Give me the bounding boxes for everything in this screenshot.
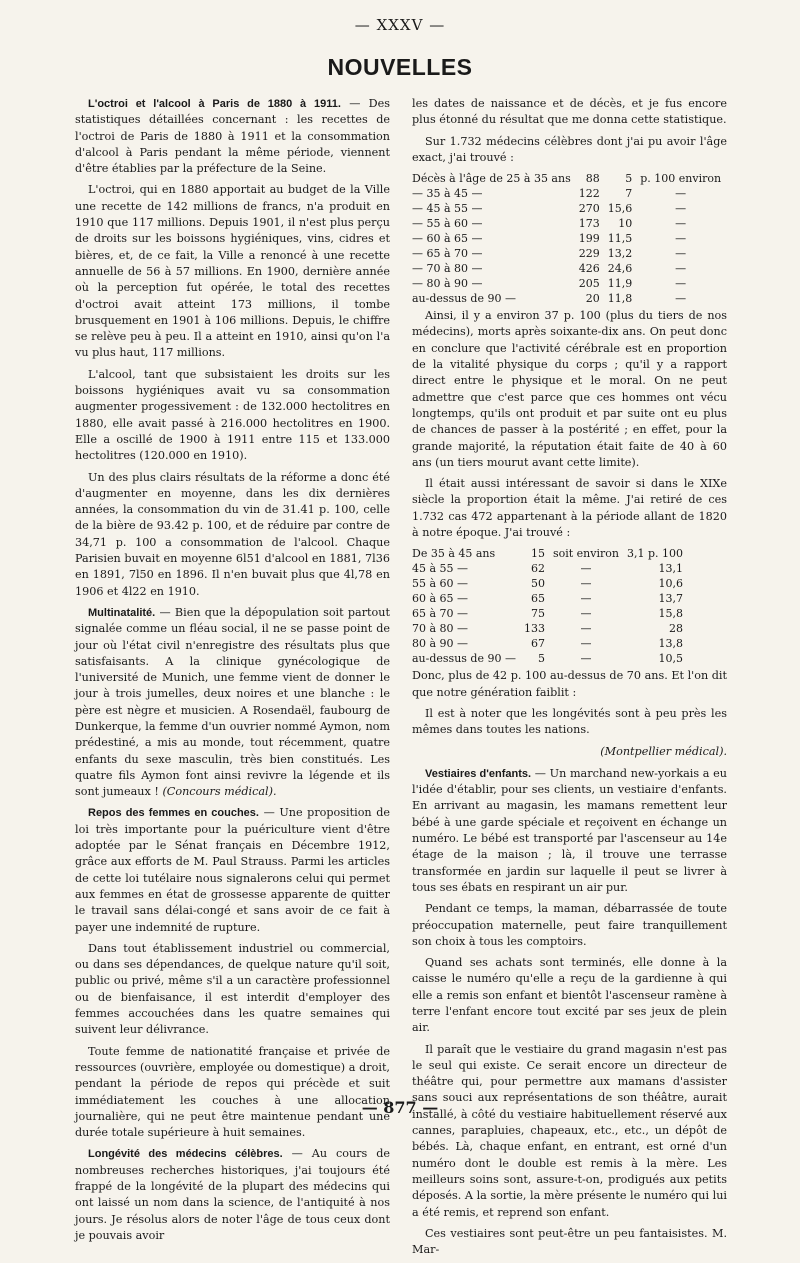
table-cell: 133 xyxy=(523,622,545,636)
table-cell: 60 à 65 — xyxy=(412,592,469,606)
multinatalite-article xyxy=(75,605,390,801)
table-row xyxy=(412,291,725,306)
longevite-text: — Au cours de nombreuses recherches historiques, j'ai toujours été frappé de la longévité de la plupart des médecins qui ont laissé un nom dans la science, de l'antiquité à nos jours. Je résolus alors de noter l'âge de tous ceux dont je pouvais avoir xyxy=(75,1147,390,1242)
table-cell: 28 xyxy=(669,622,683,636)
longevite-continued: les dates de naissance et de décès, et je fus encore plus étonné du résultat que me donna cette statistique. xyxy=(412,97,727,127)
table-row xyxy=(412,276,725,291)
vestiaires-paragraph: Quand ses achats sont terminés, elle donne à la caisse le numéro qu'elle a reçu de la gardienne à qui elle a remis son enfant et bientôt l'ascenseur ramène à terre l'enfant encore tout excité par ses jeux de plein air. xyxy=(412,956,727,1035)
table-row xyxy=(412,591,687,606)
table-cell: — 55 à 60 — xyxy=(412,217,483,231)
table-cell: 11,8 xyxy=(607,292,633,306)
table-row xyxy=(412,576,687,591)
vestiaires-paragraph: Ces vestiaires sont peut-être un peu fantaisistes. M. Mar- xyxy=(412,1226,727,1257)
table-cell: 67 xyxy=(530,637,545,651)
table-cell: 20 xyxy=(585,292,600,306)
table-cell: — 45 à 55 — xyxy=(412,202,483,216)
table-cell: 13,7 xyxy=(658,592,683,606)
vestiaires-paragraph: Il paraît que le vestiaire du grand magasin n'est pas le seul qui existe. Ce serait encore un directeur de théâtre qui, pour permettre aux mamans d'assister sans souci aux représentations de son théâtre, aurait installé, à côté du vestiaire habituellement réservé aux cannes, parapluies, chapeaux, etc., etc., un dépôt de bébés. Là, chaque enfant, en entrant, est orné d'un numéro dont le double est remis à la mère. Les meilleurs soins sont, assure-t-on, prodigués aux petits déposés. A la sortie, la mère présente le numéro qui lui a été remis, et reprend son enfant. xyxy=(412,1042,727,1219)
page-folio: — XXXV — xyxy=(354,16,446,34)
table-cell: 173 xyxy=(578,217,600,231)
table-cell: p. 100 environ xyxy=(640,172,722,186)
table-cell: — 65 à 70 — xyxy=(412,247,483,261)
table-cell: Décès à l'âge de 25 à 35 ans xyxy=(412,172,571,186)
table-row xyxy=(412,261,725,276)
repos-paragraph: Dans tout établissement industriel ou commercial, ou dans ses dépendances, de quelque nature qu'il soit, public ou privé, même s'il a un caractère professionnel ou de bienfaisance, il est interdit d'employer des femmes accouchées dans les quatre semaines qui suivent leur délivrance. xyxy=(75,941,390,1037)
table-cell: — xyxy=(580,652,592,666)
table-cell: — xyxy=(675,292,687,306)
longevite-paragraph: Sur 1.732 médecins célèbres dont j'ai pu avoir l'âge exact, j'ai trouvé : xyxy=(412,134,727,164)
table-cell: — xyxy=(675,217,687,231)
longevite-paragraph: Ainsi, il y a environ 37 p. 100 (plus du tiers de nos médecins), morts après soixante-dix ans. On peut donc en conclure que l'activité cérébrale est en proportion de la vitalité physique du corps ; qu'il y a rapport direct entre le physique et le moral. On ne peut admettre que c'est parce que ces hommes ont vécu longtemps, qu'ils ont produit et par suite ont eu plus de chances de passer à la postérité ; en effet, pour la grande majorité, la réputation était faite de 40 à 60 ans (un tiers mourut avant cette limite). xyxy=(412,309,727,469)
repos-text: — Une proposition de loi très importante pour la puériculture vient d'être adoptée par le Sénat français en Décembre 1912, grâce aux efforts de M. Paul Strauss. Parmi les articles de cette loi tutélaire nous signalerons celui qui permet aux femmes en état de grossesse apparente de quitter le travail sans délai-congé et sans avoir de ce fait à payer une indemnité de rupture. xyxy=(75,806,390,934)
table-cell: — xyxy=(580,562,592,576)
table-cell: — 80 à 90 — xyxy=(412,277,483,291)
table-cell: — 60 à 65 — xyxy=(412,232,483,246)
table-row xyxy=(412,201,725,216)
octroi-paragraph: L'octroi, qui en 1880 apportait au budget de la Ville une recette de 142 millions de francs, n'a produit en 1910 que 117 millions. Depuis 1901, il n'est plus perçu de droits sur les boissons hygiéniques, vins, cidres et bières, et, de ce fait, la Ville a renoncé à une recette annuelle de 56 à 57 millions. En 1900, dernière année où la perception fut opérée, le total des recettes d'octroi avait atteint 173 millions, il tombe brusquement en 1901 à 106 millions. Depuis, le chiffre se relève peu à peu. Il a atteint en 1910, ainsi qu'on l'a vu plus haut, 117 millions. xyxy=(75,183,390,360)
page-title: NOUVELLES xyxy=(327,54,473,80)
table-cell: 11,9 xyxy=(607,277,633,291)
table-cell: 7 xyxy=(625,187,633,201)
table-cell: 70 à 80 — xyxy=(412,622,469,636)
right-column xyxy=(412,96,727,1263)
octroi-paragraph: Un des plus clairs résultats de la réforme a donc été d'augmenter en moyenne, dans les dix dernières années, la consommation du vin de 31.41 p. 100, celle de la bière de 93.42 p. 100, et de réduire par contre de 34,71 p. 100 a consommation de l'alcool. Chaque Parisien buvait en moyenne 6l51 d'alcool en 1881, 7l36 en 1891, 7l50 en 1896. Il n'en buvait plus que 4l,78 en 1906 et 4l22 en 1910. xyxy=(75,470,390,598)
table-cell: 13,1 xyxy=(658,562,683,576)
table-cell: 13,2 xyxy=(607,247,633,261)
table-cell: 15,6 xyxy=(607,202,633,216)
table-row xyxy=(412,636,687,651)
octroi-paragraph: L'alcool, tant que subsistaient les droits sur les boissons hygiéniques avait vu sa consommation augmenter progessivement : de 132.000 hectolitres en 1880, elle avait passé à 216.000 hectolitres en 1900. Elle a oscillé de 1900 à 1911 entre 115 et 133.000 hectolitres (120.000 en 1910). xyxy=(75,367,390,463)
repos-heading: Repos des femmes en couches. xyxy=(88,807,259,820)
longevite-source: (Montpellier médical). xyxy=(600,744,727,758)
table-cell: 270 xyxy=(578,202,600,216)
table-cell: — xyxy=(675,187,687,201)
table-cell: au-dessus de 90 — xyxy=(412,652,516,666)
table-cell: — xyxy=(580,607,592,621)
vestiaires-article xyxy=(412,766,727,896)
table-cell: 24,6 xyxy=(607,262,633,276)
table-cell: 88 xyxy=(585,172,600,186)
table-row xyxy=(412,216,725,231)
longevite-paragraph: Donc, plus de 42 p. 100 au-dessus de 70 ans. Et l'on dit que notre génération faiblit : xyxy=(412,669,727,699)
octroi-text: — Des statistiques détaillées concernant : les recettes de l'octroi de Paris de 1880 à 1911 et la consommation d'alcool à Paris pendant la même période, viennent d'être établies par la préfecture de la Seine. xyxy=(75,97,391,176)
vestiaires-heading: Vestiaires d'enfants. xyxy=(425,767,532,780)
deaths-by-age-table xyxy=(412,171,725,306)
table-cell: 426 xyxy=(578,262,600,276)
table-row xyxy=(412,546,687,561)
page-number: — 877 — xyxy=(361,1098,439,1117)
table-row xyxy=(412,186,725,201)
longevite-paragraph: Il était aussi intéressant de savoir si dans le XIXe siècle la proportion était la même. J'ai retiré de ces 1.732 cas 472 appartenant à la période allant de 1820 à notre époque. J'ai trouvé : xyxy=(412,477,727,540)
table-cell: 65 à 70 — xyxy=(412,607,469,621)
table-row xyxy=(412,231,725,246)
table-row xyxy=(412,606,687,621)
table-cell: — xyxy=(675,202,687,216)
table-cell: 11,5 xyxy=(607,232,633,246)
table-cell: 13,8 xyxy=(658,637,683,651)
table-cell: — xyxy=(580,592,592,606)
table-cell: 199 xyxy=(578,232,600,246)
table-row xyxy=(412,171,725,186)
table-cell: 122 xyxy=(578,187,600,201)
table-cell: au-dessus de 90 — xyxy=(412,292,516,306)
multinatalite-text: — Bien que la dépopulation soit partout signalée comme un fléau social, il ne se passe point de jour où l'état civil n'enregistre des résultats plus que satisfaisants. A la clinique gynécologique de l'université de Munich, une femme vient de donner le jour à trois jumelles, deux noires et une blanche : le père est nègre et musicien. A Rosendaël, faubourg de Dunkerque, la femme d'un ouvrier nommé Aymon, nom prédestiné, a mis au monde, tout récemment, quatre enfants du sexe masculin, très bien constitués. Les quatre fils Aymon font ainsi revivre la légende et ils sont jumeaux ! xyxy=(75,605,390,799)
table-cell: 75 xyxy=(530,607,545,621)
longevite-paragraph: Il est à noter que les longévités sont à peu près les mêmes dans toutes les nations. xyxy=(412,706,727,737)
table-cell: 80 à 90 — xyxy=(412,637,469,651)
table-cell: 229 xyxy=(578,247,600,261)
table-cell: — xyxy=(675,262,687,276)
table-cell: 10,6 xyxy=(658,577,683,591)
table-cell: 65 xyxy=(530,592,545,606)
table-cell: soit environ xyxy=(552,547,619,561)
table-cell: 55 à 60 — xyxy=(412,577,469,591)
octroi-heading: L'octroi et l'alcool à Paris de 1880 à 1911. xyxy=(88,98,341,110)
table-cell: 15,8 xyxy=(658,607,683,621)
multinatalite-heading: Multinatalité. xyxy=(88,606,156,619)
table-cell: — xyxy=(675,232,687,246)
table-cell: 5 xyxy=(537,652,545,666)
table-cell: De 35 à 45 ans xyxy=(412,547,496,561)
octroi-article xyxy=(75,96,390,177)
table-cell: — xyxy=(580,637,592,651)
table-row xyxy=(412,651,687,666)
multinatalite-source: (Concours médical). xyxy=(162,785,277,799)
table-cell: — xyxy=(675,277,687,291)
table-cell: — xyxy=(675,247,687,261)
repos-article xyxy=(75,805,390,935)
table-cell: 205 xyxy=(578,277,600,291)
vestiaires-paragraph: Pendant ce temps, la maman, débarrassée de toute préoccupation maternelle, peut faire tranquillement son choix à tous les comptoirs. xyxy=(412,902,727,948)
vestiaires-text: — Un marchand new-yorkais a eu l'idée d'établir, pour ses clients, un vestiaire d'enfants. En arrivant au magasin, les mamans remettent leur bébé à une garde spéciale et reçoivent en échange un numéro. Le bébé est transporté par l'ascenseur au 14e étage de la maison ; là, il trouve une terrasse transformée en jardin sur laquelle il peut se livrer à tous ses ébats en respirant un air pur. xyxy=(412,766,727,894)
table-cell: 10 xyxy=(618,217,633,231)
left-column xyxy=(75,96,390,1249)
longevite-article xyxy=(75,1146,390,1244)
table-cell: — 70 à 80 — xyxy=(412,262,483,276)
table-cell: 5 xyxy=(625,172,633,186)
table-cell: 10,5 xyxy=(658,652,683,666)
table-cell: 50 xyxy=(530,577,545,591)
table-cell: 3,1 p. 100 xyxy=(626,547,683,561)
table-cell: — 35 à 45 — xyxy=(412,187,483,201)
table-cell: — xyxy=(580,622,592,636)
table-row xyxy=(412,621,687,636)
repos-paragraph: Toute femme de nationatité française et privée de ressources (ouvrière, employée ou domestique) a droit, pendant la période de repos qui précède et suit immédiatement les couches à une allocation journalière, qui ne peut être maintenue pendant une durée totale supérieure à huit semaines. xyxy=(75,1044,390,1140)
table-row xyxy=(412,246,725,261)
table-cell: 45 à 55 — xyxy=(412,562,469,576)
table-cell: — xyxy=(580,577,592,591)
nineteenth-century-table xyxy=(412,546,687,666)
table-cell: 15 xyxy=(530,547,545,561)
table-cell: 62 xyxy=(530,562,545,576)
table-row xyxy=(412,561,687,576)
longevite-heading: Longévité des médecins célèbres. xyxy=(88,1148,283,1161)
